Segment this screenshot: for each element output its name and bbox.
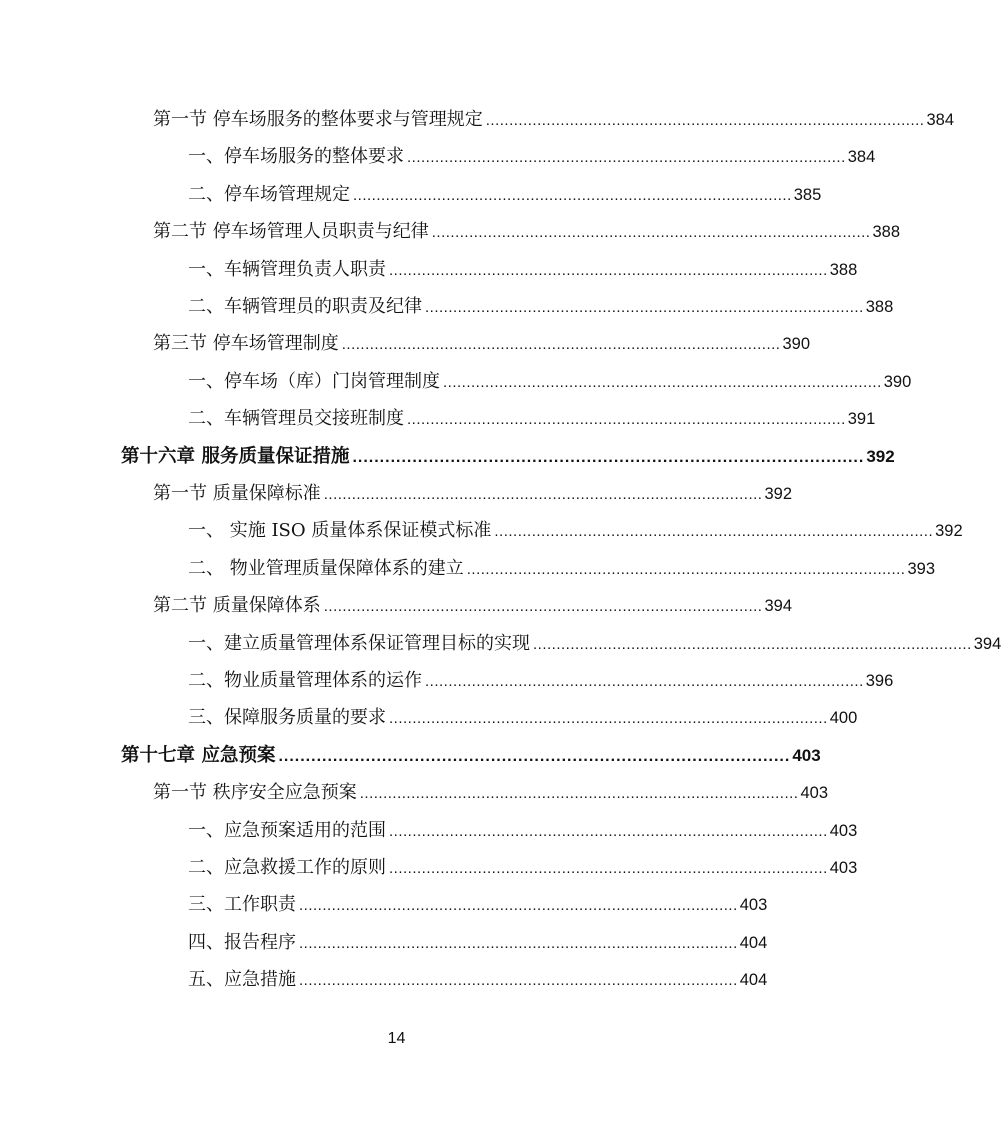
- toc-entry-item[interactable]: [188, 886, 768, 923]
- toc-entry-item[interactable]: [188, 400, 876, 437]
- toc-entry-chapter[interactable]: [121, 737, 821, 774]
- dot-leader: ..............................................................................................: [299, 897, 738, 915]
- toc-entry-item[interactable]: [188, 812, 858, 849]
- toc-entry-title: 一、车辆管理负责人职责: [188, 258, 386, 280]
- dot-leader: ..............................................................................................: [299, 972, 738, 990]
- dot-leader: ..............................................................................................: [407, 149, 846, 167]
- toc-entry-title: 第一节 停车场服务的整体要求与管理规定: [153, 109, 483, 130]
- toc-entry-title: 第一节 质量保障标准: [153, 483, 321, 504]
- toc-entry-section[interactable]: [153, 774, 829, 811]
- toc-entry-item[interactable]: [188, 512, 963, 549]
- toc-entry-item[interactable]: [188, 625, 1001, 662]
- toc-entry-page: 403: [739, 896, 768, 915]
- toc-entry-item[interactable]: [188, 363, 912, 400]
- toc-entry-item[interactable]: [188, 699, 858, 736]
- toc-entry-page: 396: [865, 672, 894, 690]
- toc-entry-page: 403: [829, 859, 858, 877]
- toc-entry-page: 403: [792, 745, 821, 765]
- toc-entry-page: 404: [739, 933, 768, 952]
- toc-entry-page: 388: [829, 260, 858, 279]
- dot-leader: ..............................................................................................: [341, 336, 781, 354]
- toc-entry-item[interactable]: [188, 961, 768, 998]
- toc-entry-title: 一、 实施 ISO 质量体系保证模式标准: [188, 520, 492, 542]
- toc-entry-page: 404: [739, 971, 768, 990]
- dot-leader: ..............................................................................................: [494, 523, 934, 541]
- toc-entry-item[interactable]: [188, 251, 858, 288]
- toc-entry-title: 二、车辆管理员交接班制度: [188, 408, 404, 430]
- toc-entry-title: 二、 物业管理质量保障体系的建立: [188, 557, 464, 579]
- toc-entry-section[interactable]: [153, 587, 793, 624]
- toc-entry-item[interactable]: [188, 849, 858, 886]
- toc-entry-page: 385: [793, 185, 822, 204]
- toc-entry-page: 394: [764, 597, 793, 616]
- toc-entry-page: 393: [907, 559, 936, 578]
- toc-entry-title: 二、车辆管理员的职责及纪律: [188, 296, 422, 317]
- toc-entry-item[interactable]: [188, 662, 894, 699]
- toc-entry-page: 400: [829, 709, 858, 728]
- dot-leader: ..............................................................................................: [431, 224, 871, 242]
- toc-entry-title: 三、工作职责: [188, 894, 296, 916]
- dot-leader: ..............................................................................................: [389, 822, 828, 840]
- dot-leader: ..............................................................................................: [485, 112, 925, 129]
- toc-entry-chapter[interactable]: [121, 438, 895, 475]
- toc-entry-page: 388: [872, 223, 901, 242]
- toc-entry-section[interactable]: [153, 101, 955, 138]
- toc-entry-title: 二、物业质量管理体系的运作: [188, 670, 422, 691]
- toc-entry-item[interactable]: [188, 138, 876, 175]
- toc-entry-section[interactable]: [153, 475, 793, 512]
- toc-entry-item[interactable]: [188, 288, 894, 325]
- toc-entry-item[interactable]: [188, 176, 822, 213]
- toc-entry-page: 391: [847, 410, 876, 429]
- toc-entry-page: 403: [829, 821, 858, 840]
- toc-entry-page: 390: [883, 372, 912, 391]
- dot-leader: ..............................................................................................: [352, 448, 865, 466]
- toc-entry-page: 384: [847, 148, 876, 167]
- toc-entry-section[interactable]: [153, 325, 811, 362]
- dot-leader: ..............................................................................................: [389, 261, 828, 279]
- toc-entry-section[interactable]: [153, 213, 901, 250]
- dot-leader: ..............................................................................................: [533, 635, 972, 653]
- dot-leader: ..............................................................................................: [323, 486, 763, 503]
- dot-leader: ..............................................................................................: [299, 934, 738, 952]
- dot-leader: ..............................................................................................: [425, 299, 864, 316]
- toc-entry-title: 第十六章 服务质量保证措施: [121, 445, 350, 467]
- toc-entry-title: 二、停车场管理规定: [188, 183, 350, 205]
- dot-leader: ..............................................................................................: [443, 373, 882, 391]
- toc-entry-page: 388: [865, 298, 894, 316]
- toc-entry-page: 392: [935, 522, 963, 541]
- dot-leader: ..............................................................................................: [407, 411, 846, 429]
- dot-leader: ..............................................................................................: [389, 860, 828, 877]
- toc-entry-item[interactable]: [188, 550, 936, 587]
- dot-leader: ..............................................................................................: [353, 186, 792, 204]
- toc-entry-title: 第一节 秩序安全应急预案: [153, 782, 357, 804]
- dot-leader: ..............................................................................................: [425, 673, 864, 690]
- dot-leader: ..............................................................................................: [389, 710, 828, 728]
- toc-entry-item[interactable]: [188, 924, 768, 961]
- toc-entry-title: 第二节 停车场管理人员职责与纪律: [153, 221, 429, 243]
- page-number: 14: [387, 1030, 406, 1047]
- dot-leader: ..............................................................................................: [278, 747, 791, 765]
- toc-entry-title: 一、应急预案适用的范围: [188, 819, 386, 841]
- toc-entry-title: 一、停车场服务的整体要求: [188, 146, 404, 168]
- dot-leader: ..............................................................................................: [359, 785, 799, 803]
- toc-entry-page: 394: [973, 634, 1001, 653]
- dot-leader: ..............................................................................................: [323, 598, 763, 616]
- toc-entry-title: 第二节 质量保障体系: [153, 595, 321, 617]
- toc-entry-title: 第三节 停车场管理制度: [153, 333, 339, 355]
- toc-entry-page: 390: [782, 335, 811, 354]
- dot-leader: ..............................................................................................: [466, 560, 906, 578]
- toc-entry-title: 一、停车场（库）门岗管理制度: [188, 370, 440, 392]
- toc-entry-title: 第十七章 应急预案: [121, 744, 276, 766]
- toc-entry-title: 三、保障服务质量的要求: [188, 707, 386, 729]
- toc-entry-page: 403: [800, 784, 829, 803]
- toc-entry-title: 四、报告程序: [188, 931, 296, 953]
- toc-entry-title: 二、应急救援工作的原则: [188, 857, 386, 878]
- toc-entry-title: 一、建立质量管理体系保证管理目标的实现: [188, 632, 530, 654]
- toc-entry-title: 五、应急措施: [188, 969, 296, 991]
- toc-entry-page: 392: [764, 485, 793, 503]
- toc-entry-page: 384: [926, 111, 955, 129]
- toc-entry-page: 392: [866, 446, 895, 466]
